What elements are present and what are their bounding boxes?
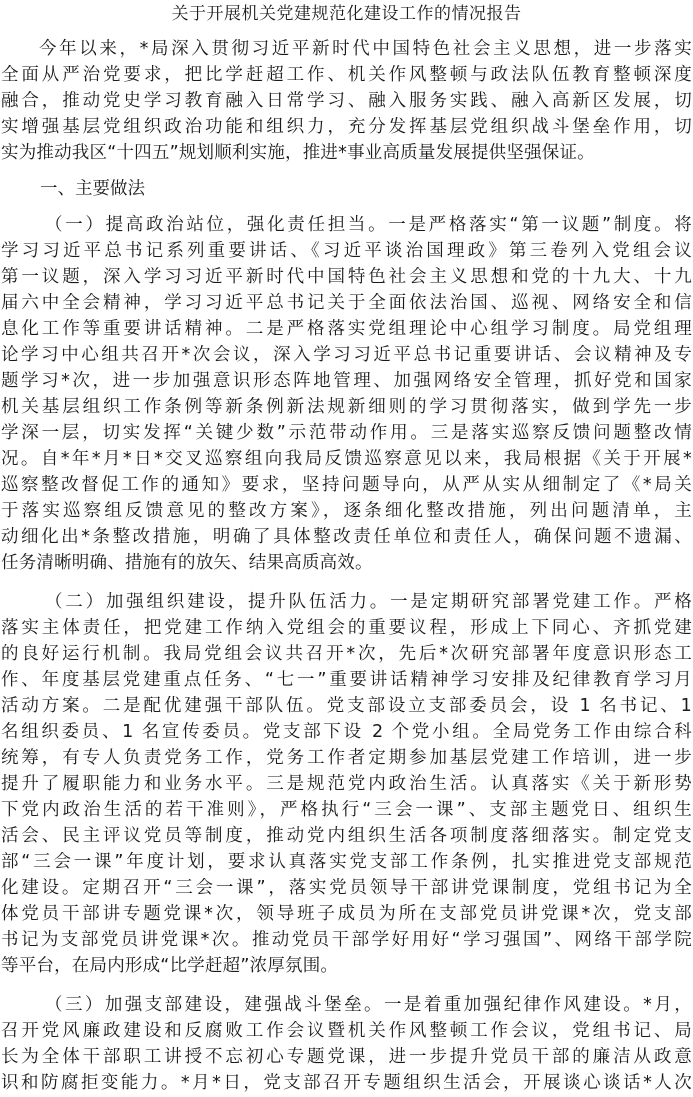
text-line: 活动方案。二是配优建强干部队伍。党支部设立支部委员会，设 1 名书记、1 xyxy=(1,696,692,716)
text-line: 体党员干部讲专题党课*次，领导班子成员为所在支部党员讲党课*次，党支部 xyxy=(1,904,692,924)
text-line: 活会、民主评议党员等制度，推动党内组织生活各项制度落细落实。制定党支 xyxy=(1,826,692,846)
text-line: 召开党风廉政建设和反腐败工作会议暨机关作风整顿工作会议，党组书记、局 xyxy=(1,1021,692,1041)
document-title: 关于开展机关党建规范化建设工作的情况报告 xyxy=(171,4,522,24)
text-line: 动细化出*条整改措施，明确了具体整改责任单位和责任人，确保问题不遗漏、 xyxy=(1,527,692,547)
text-line: 统筹，有专人负责党务工作，党务工作者定期参加基层党建工作培训，进一步 xyxy=(1,748,692,768)
text-line: 况。自*年*月*日*交叉巡察组向我局反馈巡察意见以来，我局根据《关于开展* xyxy=(1,449,692,469)
sub-section-2 xyxy=(0,589,693,979)
text-line: 融合，推动党史学习教育融入日常学习、融入服务实践、融入高新区发展，切 xyxy=(1,91,692,111)
text-line: 下党内政治生活的若干准则》，严格执行“三会一课”、支部主题党日、组织生 xyxy=(1,800,692,820)
text-line: （二）加强组织建设，提升队伍活力。一是定期研究部署党建工作。严格 xyxy=(45,592,692,612)
text-line: 名组织委员、1 名宣传委员。党支部下设 2 个党小组。全局党务工作由综合科 xyxy=(1,722,692,742)
text-line: 识和防腐拒变能力。*月*日，党支部召开专题组织生活会，开展谈心谈话*人次 xyxy=(1,1073,692,1093)
text-line: 巡察整改督促工作的通知》要求，坚持问题导向，从严从实从细制定了《*局关 xyxy=(1,475,692,495)
text-line: 化建设。定期召开“三会一课”，落实党员领导干部讲党课制度，党组书记为全 xyxy=(1,878,692,898)
sub-section-1 xyxy=(0,212,693,576)
text-line: 长为全体干部职工讲授不忘初心专题党课，进一步提升党员干部的廉洁从政意 xyxy=(1,1047,692,1067)
text-line: 实增强基层党组织政治功能和组织力，充分发挥基层党组织战斗堡垒作用，切 xyxy=(1,117,692,137)
text-line: 的良好运行机制。我局党组会议共召开*次，先后*次研究部署年度意识形态工 xyxy=(1,644,692,664)
text-line: 部“三会一课”年度计划，要求认真落实党支部工作条例，扎实推进党支部规范 xyxy=(1,852,692,872)
text-line: 机关基层组织工作条例等新条例新法规新细则的学习贯彻落实，做到学先一步 xyxy=(1,397,692,417)
section-heading: 一、主要做法 xyxy=(40,179,145,199)
text-line: （一）提高政治站位，强化责任担当。一是严格落实“第一议题”制度。将 xyxy=(45,215,692,235)
text-line: 第一议题，深入学习习近平新时代中国特色社会主义思想和党的十九大、十九 xyxy=(1,267,692,287)
text-line: 书记为支部党员讲党课*次。推动党员干部学好用好“学习强国”、网络干部学院 xyxy=(1,930,692,950)
text-line: 今年以来，*局深入贯彻习近平新时代中国特色社会主义思想，进一步落实 xyxy=(39,39,692,59)
text-line: 题学习*次，进一步加强意识形态阵地管理、加强网络安全管理，抓好党和国家 xyxy=(1,371,692,391)
text-line: 于落实巡察组反馈意见的整改方案》，逐条细化整改措施，列出问题清单，主 xyxy=(1,501,692,521)
text-line: （三）加强支部建设，建强战斗堡垒。一是着重加强纪律作风建设。*月， xyxy=(45,995,692,1015)
text-line: 等平台，在局内形成“比学赶超”浓厚氛围。 xyxy=(1,956,339,976)
text-line: 学习习近平总书记系列重要讲话、《习近平谈治国理政》第三卷列入党组会议 xyxy=(1,241,692,261)
document-body xyxy=(0,36,693,1096)
text-line: 论学习中心组共召开*次会议，深入学习习近平总书记重要讲话、会议精神及专 xyxy=(1,345,692,365)
intro-paragraph xyxy=(0,36,693,166)
text-line: 提升了履职能力和业务水平。三是规范党内政治生活。认真落实《关于新形势 xyxy=(1,774,692,794)
sub-section-3 xyxy=(0,992,693,1096)
text-line: 作、年度基层党建重点任务、“七一”重要讲话精神学习安排及纪律教育学习月 xyxy=(1,670,692,690)
text-line: 任务清晰明确、措施有的放矢、结果高质高效。 xyxy=(1,553,373,573)
text-line: 息化工作等重要讲话精神。二是严格落实党组理论中心组学习制度。局党组理 xyxy=(1,319,692,339)
text-line: 学深一层，切实发挥“关键少数”示范带动作用。三是落实巡察反馈问题整改情 xyxy=(1,423,692,443)
text-line: 实为推动我区“十四五”规划顺利实施，推进*事业高质量发展提供坚强保证。 xyxy=(1,143,595,163)
text-line: 落实主体责任，把党建工作纳入党组会的重要议程，形成上下同心、齐抓党建 xyxy=(1,618,692,638)
text-line: 全面从严治党要求，把比学赶超工作、机关作风整顿与政法队伍教育整顿深度 xyxy=(1,65,692,85)
text-line: 届六中全会精神，学习习近平总书记关于全面依法治国、巡视、网络安全和信 xyxy=(1,293,692,313)
